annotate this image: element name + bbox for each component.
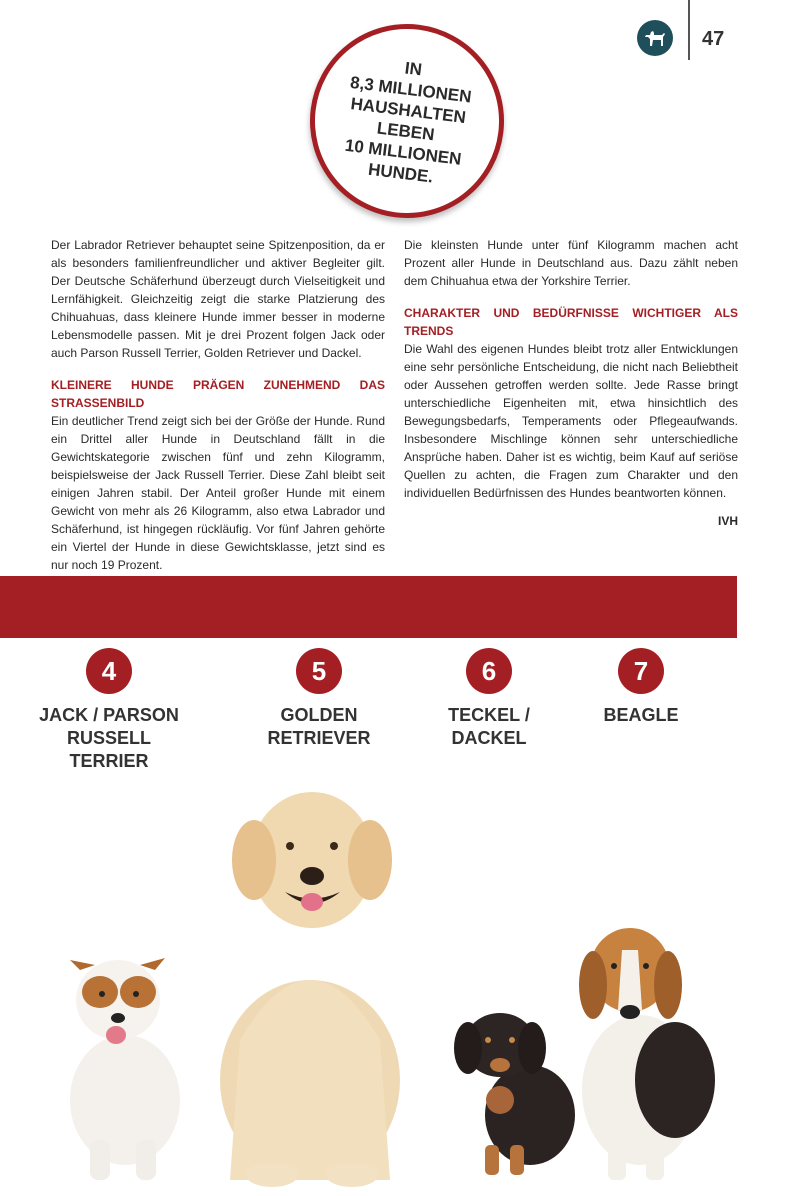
paragraph: Ein deutlicher Trend zeigt sich bei der Größe der Hunde. Rund ein Drittel aller Hunde in Deutschland fällt in die Gewichtskategorie zwischen fünf und zehn Kilogramm, beispielsweise der Jack Russell Terrier. Diese Zahl bleibt seit einigen Jahren stabil. Der Anteil großer Hunde mit einem Gewicht von mehr als 26 Kilogramm, also etwa Labrador und Schäferhund, ist hingegen rückläufig. Vor fünf Jahren gehörte ein Viertel der Hunde in diese Gewichtsklasse, jetzt sind es nur noch 19 Prozent. — [51, 414, 385, 572]
section-heading: CHARAKTER UND BEDÜRFNISSE WICHTIGER ALS TRENDS — [404, 306, 738, 338]
breed-name: GOLDEN RETRIEVER — [267, 705, 371, 748]
rank-number-badge: 4 — [86, 648, 132, 694]
article-left-column — [51, 236, 385, 588]
breed-name: JACK / PARSON RUSSELL TERRIER — [39, 705, 179, 771]
paragraph: Die kleinsten Hunde unter fünf Kilogramm machen acht Prozent aller Hunde in Deutschland aus. Dazu zählt neben dem Chihuahua etwa der Yorkshire Terrier. — [404, 238, 738, 288]
paragraph: Der Labrador Retriever behauptet seine Spitzenposition, da er als besonders familienfreundlicher und aktiver Begleiter gilt. Der Deutsche Schäferhund überzeugt durch Vielseitigkeit und Lernfähigkeit. Gleichzeitig zeigt die starke Platzierung des Chihuahuas, dass kleinere Hunde immer besser in moderne Lebensmodelle passen. Mit je drei Prozent folgen Jack oder auch Parson Russell Terrier, Golden Retriever und Dackel. — [51, 238, 385, 360]
dog-logo-icon — [637, 20, 673, 56]
rank-number-badge: 7 — [618, 648, 664, 694]
article-right-column — [404, 236, 738, 530]
ranking-item — [410, 648, 568, 750]
page-number: 47 — [702, 28, 725, 50]
breed-name: TECKEL / DACKEL — [448, 705, 530, 748]
golden-retriever-photo — [220, 792, 400, 1187]
header-divider — [688, 0, 690, 60]
ranking-item — [562, 648, 720, 727]
rank-number-badge: 6 — [466, 648, 512, 694]
badge-text: IN 8,3 MILLIONEN HAUSHALTEN LEBEN 10 MILLIONEN HUNDE. — [343, 58, 473, 187]
beagle-photo — [579, 928, 715, 1180]
ranking-item — [240, 648, 398, 750]
breed-name: BEAGLE — [603, 705, 679, 725]
paragraph: Die Wahl des eigenen Hundes bleibt trotz aller Entwicklungen eine sehr persönliche Entscheidung, die nicht nach Beliebtheit oder Aussehen getroffen werden sollte. Jede Rasse bringt unterschiedliche Eigenheiten mit, etwa hinsichtlich des Bewegungsbedarfs, Temperaments oder Pflegeaufwands. Insbesondere Mischlinge können sehr unterschiedliche Ansprüche haben. Daher ist es wichtig, beim Kauf auf seriöse Quellen zu achten, die Fragen zum Charakter und den individuellen Bedürfnissen des Hundes beantworten können. — [404, 342, 738, 500]
ranking-item — [30, 648, 188, 773]
dachshund-photo — [454, 1013, 575, 1175]
section-heading: KLEINERE HUNDE PRÄGEN ZUNEHMEND DAS STRASSENBILD — [51, 378, 385, 410]
jack-russell-photo — [70, 958, 180, 1180]
dog-photos — [40, 780, 770, 1190]
statistic-badge — [299, 13, 515, 229]
red-banner — [0, 576, 737, 638]
rank-number-badge: 5 — [296, 648, 342, 694]
dog-icon — [642, 27, 668, 49]
author-signature: IVH — [717, 514, 738, 528]
